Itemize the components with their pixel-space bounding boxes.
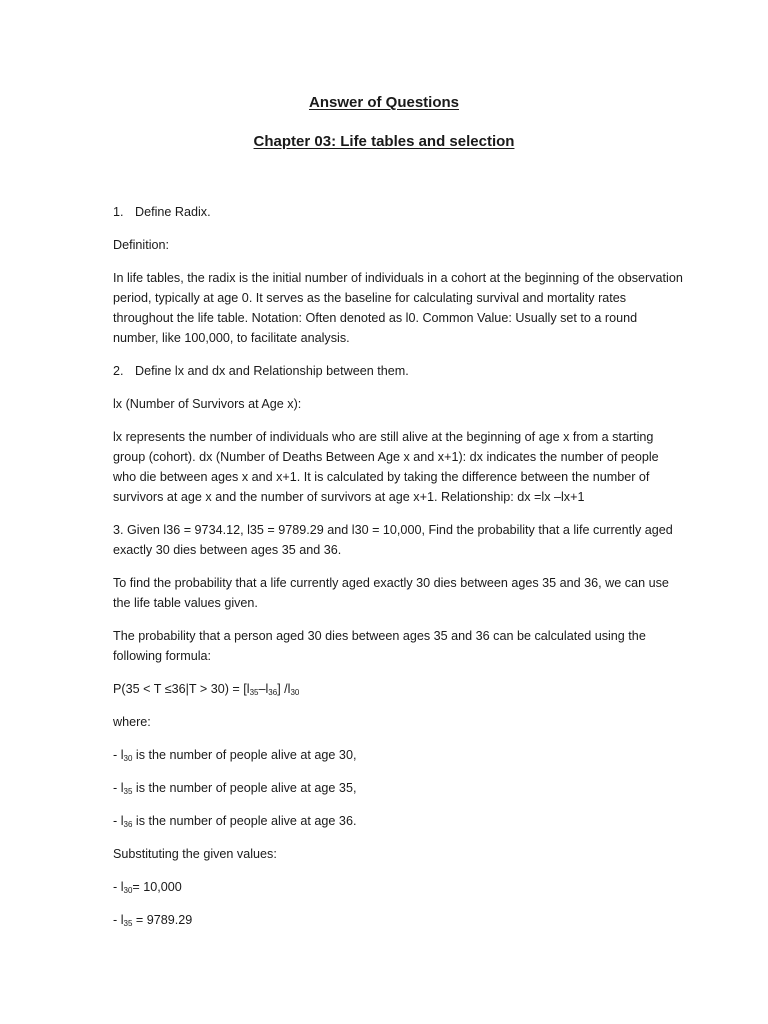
- value-line: - $l_{30}= 10,000$: [113, 880, 182, 895]
- question-number: 1.: [113, 205, 124, 219]
- definition-line: - $l_{30}$ is the number of people alive at age 30,: [113, 748, 357, 763]
- document-body: [113, 202, 685, 943]
- definition-line: - $l_{36}$ is the number of people alive at age 36.: [113, 814, 357, 829]
- question-3: 3. Given l36 = 9734.12, l35 = 9789.29 and l30 = 10,000, Find the probability that a life currently aged exactly 30 dies between ages 35 and 36.: [113, 523, 673, 557]
- document-title: Answer of Questions: [308, 94, 460, 111]
- question-1: [113, 202, 685, 222]
- lx-label: lx (Number of Survivors at Age x):: [113, 397, 302, 411]
- answer-paragraph: To find the probability that a life currently aged exactly 30 dies between ages 35 and 36, we can use the life table values given.: [113, 576, 669, 610]
- question-2: [113, 361, 685, 381]
- question-number: 2.: [113, 364, 124, 378]
- definition-line: - $l_{35}$ is the number of people alive at age 35,: [113, 781, 357, 796]
- answer-paragraph: lx represents the number of individuals who are still alive at the beginning of age x from a starting group (cohort). dx (Number of Deaths Between Age x and x+1): dx indicates the number of people who die between ages x and x+1. It is calculated by taking the difference between the number of survivors at age x and the number of survivors at age x+1. Relationship: dx =lx –lx+1: [113, 430, 659, 504]
- question-text: Define Radix.: [135, 205, 211, 219]
- question-text: Define lx and dx and Relationship between them.: [135, 364, 409, 378]
- definition-label: Definition:: [113, 238, 170, 252]
- chapter-heading: Chapter 03: Life tables and selection: [253, 133, 515, 150]
- answer-paragraph: The probability that a person aged 30 dies between ages 35 and 36 can be calculated using the following formula:: [113, 629, 646, 663]
- substituting-label: Substituting the given values:: [113, 847, 277, 861]
- where-label: where:: [113, 715, 151, 729]
- value-line: - $l_{35} = 9789.29$: [113, 913, 193, 928]
- answer-paragraph: In life tables, the radix is the initial number of individuals in a cohort at the beginning of the observation period, typically at age 0. It serves as the baseline for calculating survival and mortality rates throughout the life table. Notation: Often denoted as l0. Common Value: Usually set to a round number, like 100,000, to facilitate analysis.: [113, 271, 683, 345]
- probability-formula: $P(35 < T \le 36|T > 30) = [l_{35}-l_{36}]$ $/l_{30}$: [113, 682, 300, 697]
